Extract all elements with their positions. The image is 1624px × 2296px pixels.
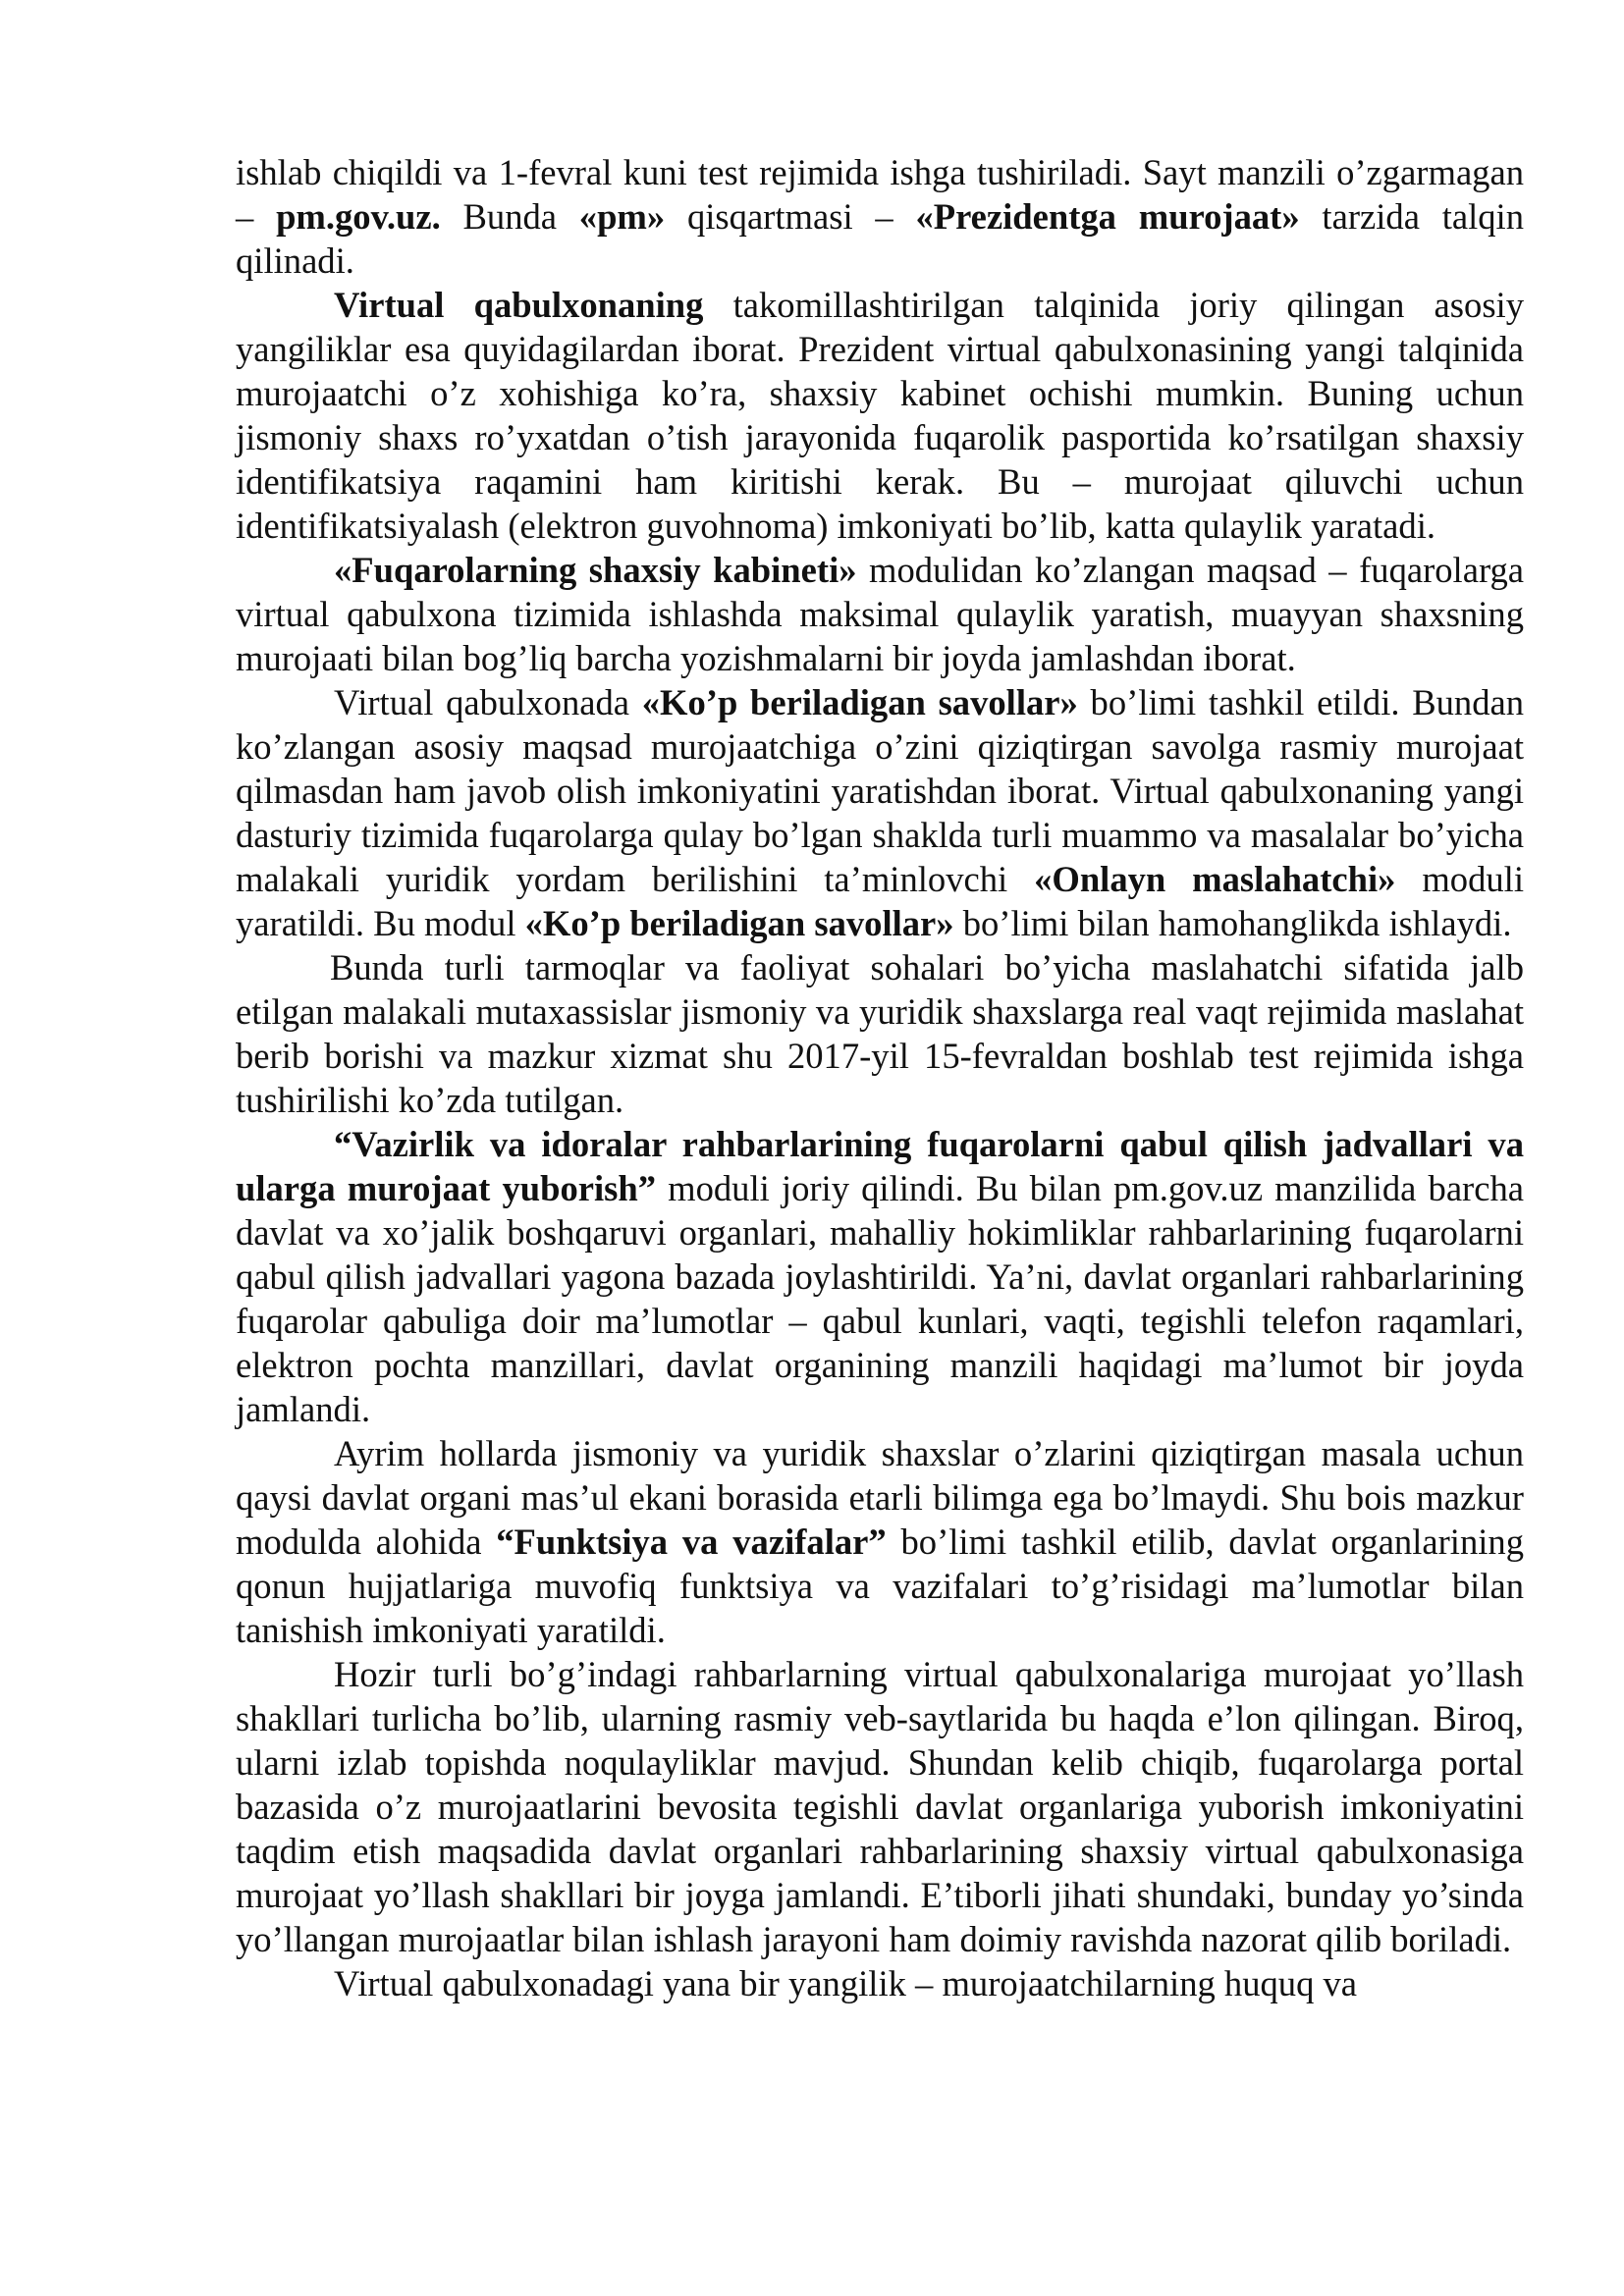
text-run: Bunda turli tarmoqlar va faoliyat sohalari bo’yicha maslahatchi sifatida jalb etilgan malakali mutaxassislar jismoniy va yuridik shaxslarga real vaqt rejimida maslahat berib borishi va mazkur xizmat shu 2017-yil 15-fevraldan boshlab test rejimida ishga tushirilishi ko’zda tutilgan. — [236, 947, 1524, 1120]
bold-text: «Ko’p beriladigan savollar» — [641, 682, 1078, 722]
bold-text: «Ko’p beriladigan savollar» — [524, 903, 954, 943]
bold-text: “Funktsiya va vazifalar” — [496, 1522, 887, 1562]
bold-text: «Fuqarolarning shaxsiy kabineti» — [334, 550, 857, 590]
text-run: ishlab chiqildi va 1-fevral kuni test rejimida ishga tushiriladi. Sayt manzili o’zgarmagan – — [236, 152, 1524, 237]
text-run: bo’limi tashkil etilib, davlat organlarining qonun hujjatlariga muvofiq funktsiya va vazifalari to’g’risidagi ma’lumotlar bilan tanishish imkoniyati yaratildi. — [236, 1522, 1524, 1650]
bold-text: “Vazirlik va idoralar rahbarlarining fuqarolarni qabul qilish jadvallari va ularga murojaat yuborish” — [236, 1124, 1524, 1208]
paragraph — [236, 150, 1524, 283]
paragraph — [236, 680, 1524, 945]
paragraph — [236, 1652, 1524, 1961]
text-run: modulidan ko’zlangan maqsad – fuqarolarga virtual qabulxona tizimida ishlashda maksimal qulaylik yaratish, muayyan shaxsning murojaati bilan bog’liq barcha yozishmalarni bir joyda jamlashdan iborat. — [236, 550, 1524, 678]
text-run: takomillashtirilgan talqinida joriy qilingan asosiy yangiliklar esa quyidagilardan iborat. Prezident virtual qabulxonasining yangi talqinida murojaatchi o’z xohishiga ko’ra, shaxsiy kabinet ochishi mumkin. Buning uchun jismoniy shaxs ro’yxatdan o’tish jarayonida fuqarolik pasportida ko’rsatilgan shaxsiy identifikatsiya raqamini ham kiritishi kerak. Bu – murojaat qiluvchi uchun identifikatsiyalash (elektron guvohnoma) imkoniyati bo’lib, katta qulaylik yaratadi. — [236, 285, 1525, 546]
bold-text: Virtual qabulxonaning — [334, 285, 704, 325]
paragraph — [236, 1961, 1524, 2005]
paragraph — [236, 1122, 1524, 1431]
document-body — [236, 150, 1524, 2005]
text-run: Bunda — [440, 196, 579, 237]
text-run: tarzida talqin qilinadi. — [236, 196, 1524, 281]
paragraph — [236, 945, 1524, 1122]
paragraph — [236, 548, 1524, 680]
text-run: Virtual qabulxonadagi yana bir yangilik – murojaatchilarning huquq va — [334, 1963, 1358, 2003]
text-run: moduli joriy qilindi. Bu bilan pm.gov.uz manzilida barcha davlat va xo’jalik boshqaruvi organlari, mahalliy hokimliklar rahbarlarining fuqarolarni qabul qilish jadvallari yagona bazada joylashtirildi. Ya’ni, davlat organlari rahbarlarining fuqarolar qabuliga doir ma’lumotlar – qabul kunlari, vaqti, tegishli telefon raqamlari, elektron pochta manzillari, davlat organining manzili haqidagi ma’lumot bir joyda jamlandi. — [236, 1168, 1524, 1429]
bold-text: pm.gov.uz. — [276, 196, 441, 237]
paragraph — [236, 283, 1524, 548]
text-run: Ayrim hollarda jismoniy va yuridik shaxslar o’zlarini qiziqtirgan masala uchun qaysi davlat organi mas’ul ekani borasida etarli bilimga ega bo’lmaydi. Shu bois mazkur modulda alohida — [236, 1433, 1524, 1562]
text-run: moduli yaratildi. Bu modul — [236, 859, 1524, 943]
text-run: Virtual qabulxonada — [334, 682, 642, 722]
text-run: qisqartmasi – — [665, 196, 916, 237]
paragraph — [236, 1431, 1524, 1652]
text-run: bo’limi tashkil etildi. Bundan ko’zlangan asosiy maqsad murojaatchiga o’zini qiziqtirgan savolga rasmiy murojaat qilmasdan ham javob olish imkoniyatini yaratishdan iborat. Virtual qabulxonaning yangi dasturiy tizimida fuqarolarga qulay bo’lgan shaklda turli muammo va masalalar bo’yicha malakali yuridik yordam berilishini ta’minlovchi — [236, 682, 1525, 899]
bold-text: «Prezidentga murojaat» — [915, 196, 1300, 237]
bold-text: «Onlayn maslahatchi» — [1034, 859, 1396, 899]
bold-text: «pm» — [578, 196, 666, 237]
text-run: bo’limi bilan hamohanglikda ishlaydi. — [953, 903, 1512, 943]
text-run: Hozir turli bo’g’indagi rahbarlarning virtual qabulxonalariga murojaat yo’llash shakllari turlicha bo’lib, ularning rasmiy veb-saytlarida bu haqda e’lon qilingan. Biroq, ularni izlab topishda noqulayliklar mavjud. Shundan kelib chiqib, fuqarolarga portal bazasida o’z murojaatlarini bevosita tegishli davlat organlariga yuborish imkoniyatini taqdim etish maqsadida davlat organlari rahbarlarining shaxsiy virtual qabulxonasiga murojaat yo’llash shakllari bir joyga jamlandi. E’tiborli jihati shundaki, bunday yo’sinda yo’llangan murojaatlar bilan ishlash jarayoni ham doimiy ravishda nazorat qilib boriladi. — [236, 1654, 1524, 1959]
